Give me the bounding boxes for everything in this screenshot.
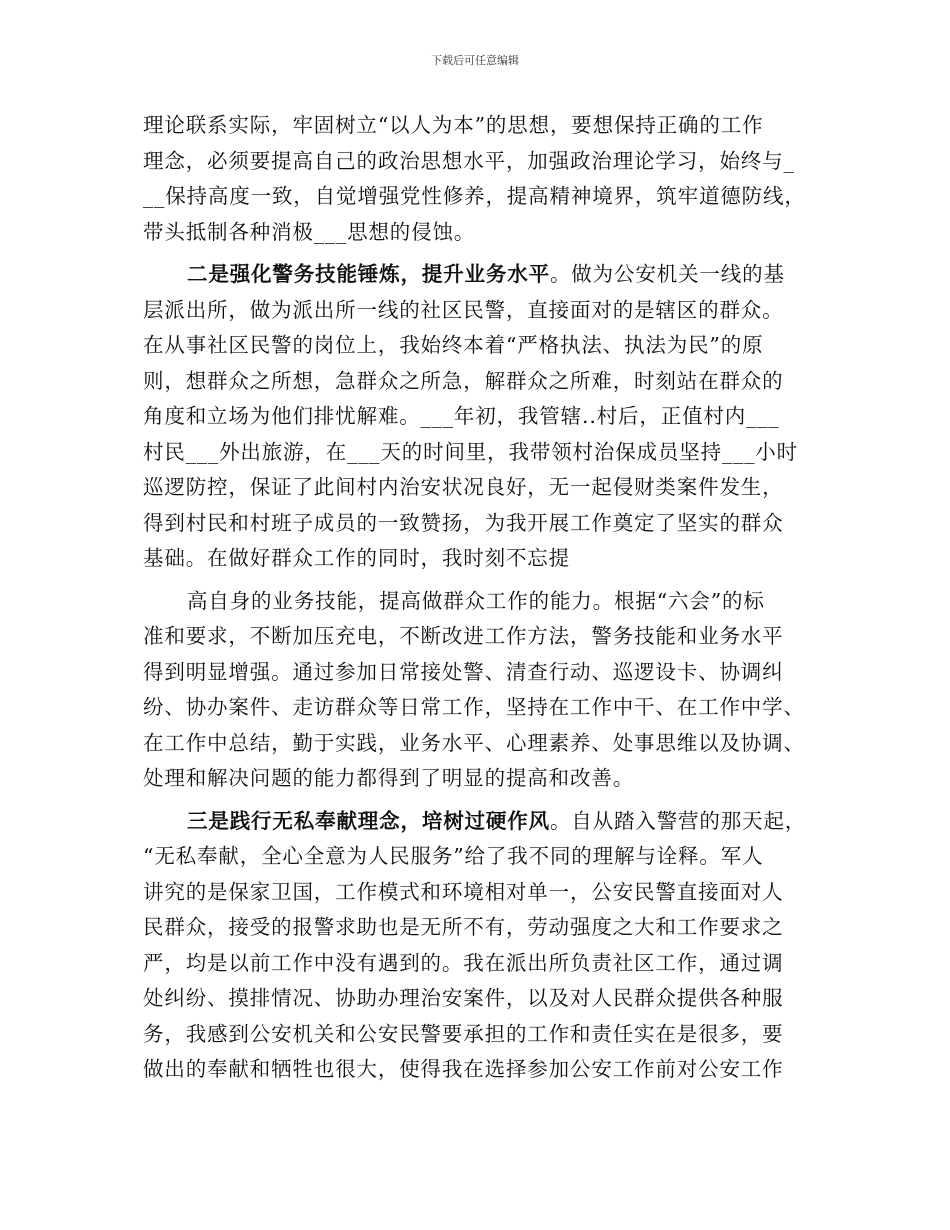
text-line: 纷、协办案件、走访群众等日常工作，坚持在工作中干、在工作中学、	[143, 695, 805, 719]
text-line: 角度和立场为他们排忧解难。___年初，我管辖..村后，正值村内___	[143, 404, 780, 428]
text-line: 讲究的是保家卫国，工作模式和环境相对单一，公安民警直接面对人	[143, 879, 784, 904]
text-line: 务，我感到公安机关和公安民警要承担的工作和责任实在是很多，要	[143, 1021, 784, 1046]
paragraph-1	[143, 108, 823, 250]
text-line	[143, 257, 823, 293]
text-line: “无私奉献，全心全意为人民服务”给了我不同的理解与诠释。军人	[143, 844, 764, 868]
text-line: 基础。在做好群众工作的同时，我时刻不忘提	[143, 546, 570, 570]
page-header: 下载后可任意编辑	[431, 54, 519, 67]
text-line: 做出的奉献和牺牲也很大，使得我在选择参加公安工作前对公安工作	[143, 1057, 784, 1081]
text-line: 层派出所，做为派出所一线的社区民警，直接面对的是辖区的群众。	[143, 297, 784, 322]
text-line: 在从事社区民警的岗位上，我始终本着“严格执法、执法为民”的原	[143, 333, 764, 357]
paragraph-3	[143, 584, 823, 797]
text-line: 理念，必须要提高自己的政治思想水平，加强政治理论学习，始终与_	[143, 148, 795, 173]
text-line: 带头抵制各种消极___思想的侵蚀。	[143, 219, 476, 244]
text-line: 民群众，接受的报警求助也是无所不有，劳动强度之大和工作要求之	[143, 915, 784, 939]
paragraph-4	[143, 804, 823, 1088]
paragraph-2	[143, 257, 823, 577]
text-line	[143, 804, 823, 840]
text-line: __保持高度一致，自觉增强党性修养，提高精神境界，筑牢道德防线，	[143, 184, 806, 208]
text-segment: 。自从踏入警营的那天起，	[549, 808, 807, 833]
section-heading: 二是强化警务技能锤炼，提升业务水平	[187, 262, 550, 286]
text-segment: 。做为公安机关一线的基	[549, 262, 785, 286]
text-line: 得到明显增强。通过参加日常接处警、清查行动、巡逻设卡、协调纠	[143, 659, 784, 684]
text-line: 则，想群众之所想，急群众之所急，解群众之所难，时刻站在群众的	[143, 368, 784, 393]
text-line: 严，均是以前工作中没有遇到的。我在派出所负责社区工作，通过调	[143, 950, 784, 975]
text-line: 得到村民和村班子成员的一致赞扬，为我开展工作奠定了坚实的群众	[143, 510, 784, 535]
text-line: 村民___外出旅游，在___天的时间里，我带领村治保成员坚持___小时	[143, 439, 798, 464]
text-line: 巡逻防控，保证了此间村内治安状况良好，无一起侵财类案件发生，	[143, 475, 784, 499]
section-heading: 三是践行无私奉献理念，培树过硬作风	[187, 808, 550, 833]
text-line: 在工作中总结，勤于实践，业务水平、心理素养、处事思维以及协调、	[143, 730, 805, 755]
text-line: 高自身的业务技能，提高做群众工作的能力。根据“六会”的标	[187, 588, 765, 613]
text-line: 准和要求，不断加压充电，不断改进工作方法，警务技能和业务水平	[143, 624, 784, 648]
text-line: 理论联系实际，牢固树立“以人为本”的思想，要想保持正确的工作	[143, 113, 764, 137]
text-line: 处纠纷、摸排情况、协助办理治安案件，以及对人民群众提供各种服	[143, 986, 784, 1010]
document-body	[143, 108, 823, 1088]
text-line: 处理和解决问题的能力都得到了明显的提高和改善。	[143, 766, 635, 790]
